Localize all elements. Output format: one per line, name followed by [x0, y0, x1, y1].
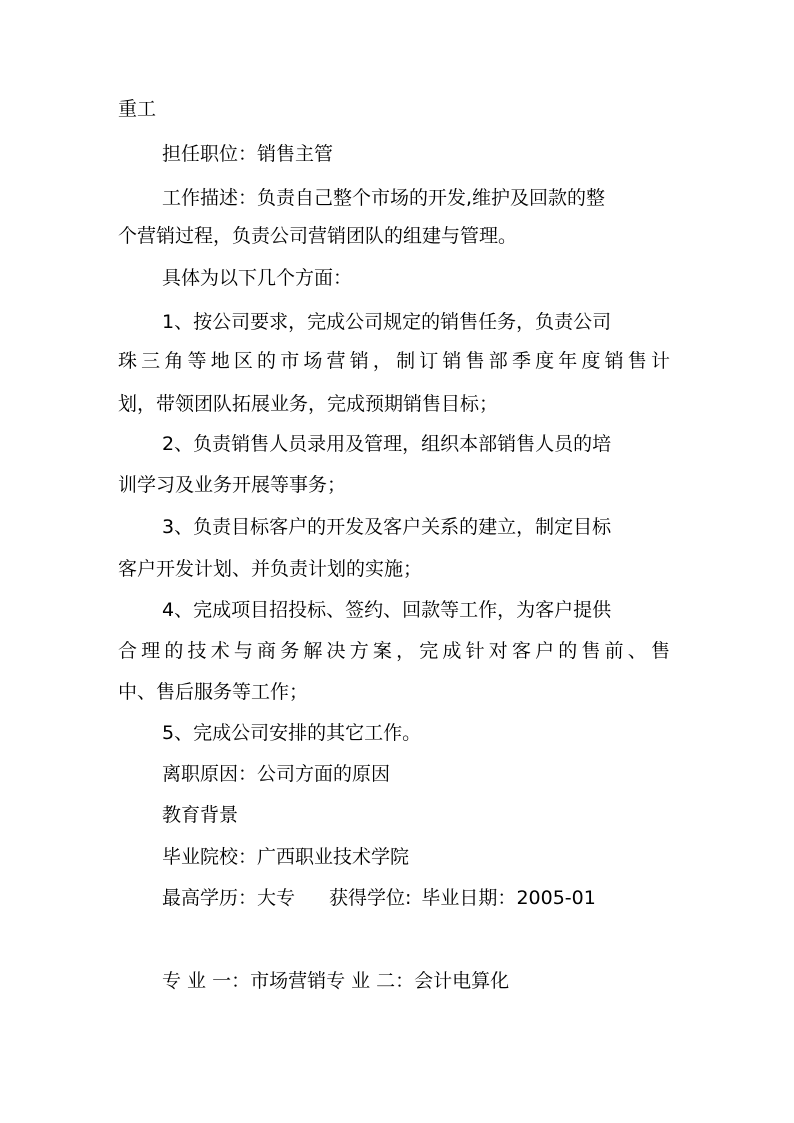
item-3-line-2: 客户开发计划、并负责计划的实施；: [118, 558, 423, 580]
item-1-line-3: 划，带领团队拓展业务，完成预期销售目标；: [118, 393, 499, 415]
job-description-line-1: 工作描述：负责自己整个市场的开发,维护及回款的整: [162, 187, 606, 209]
item-4-line-3: 中、售后服务等工作；: [118, 681, 309, 703]
degree-obtained: 获得学位:: [329, 887, 412, 909]
education-heading: 教育背景: [162, 804, 239, 826]
position-line: 担任职位：销售主管: [162, 143, 334, 165]
company-name-tail: 重工: [118, 98, 157, 120]
major-2: 专 业 二：会计电算化: [326, 970, 510, 992]
item-4-line-1: 4、完成项目招投标、签约、回款等工作，为客户提供: [162, 599, 612, 621]
school-line: 毕业院校：广西职业技术学院: [162, 846, 410, 868]
graduation-date-value: 2005-01: [516, 887, 596, 909]
item-4-line-2: 合理的技术与商务解决方案，完成针对客户的售前、售: [118, 640, 670, 662]
degree-line: [162, 886, 596, 910]
item-5-line-1: 5、完成公司安排的其它工作。: [162, 722, 422, 744]
major-1: 专 业 一：市场营销: [162, 970, 327, 992]
leave-reason: 离职原因：公司方面的原因: [162, 763, 391, 785]
item-2-line-1: 2、负责销售人员录用及管理，组织本部销售人员的培: [162, 433, 612, 455]
aspects-intro: 具体为以下几个方面：: [162, 267, 353, 289]
highest-degree: 最高学历：大专: [162, 887, 296, 909]
item-1-line-2: 珠三角等地区的市场营销，制订销售部季度年度销售计: [118, 350, 670, 372]
majors-line: [162, 969, 509, 993]
item-3-line-1: 3、负责目标客户的开发及客户关系的建立，制定目标: [162, 516, 612, 538]
item-1-line-1: 1、按公司要求，完成公司规定的销售任务，负责公司: [162, 311, 612, 333]
graduation-date-label: 毕业日期：: [421, 887, 517, 909]
job-description-line-2: 个营销过程，负责公司营销团队的组建与管理。: [118, 225, 518, 247]
item-2-line-2: 训学习及业务开展等事务；: [118, 474, 347, 496]
